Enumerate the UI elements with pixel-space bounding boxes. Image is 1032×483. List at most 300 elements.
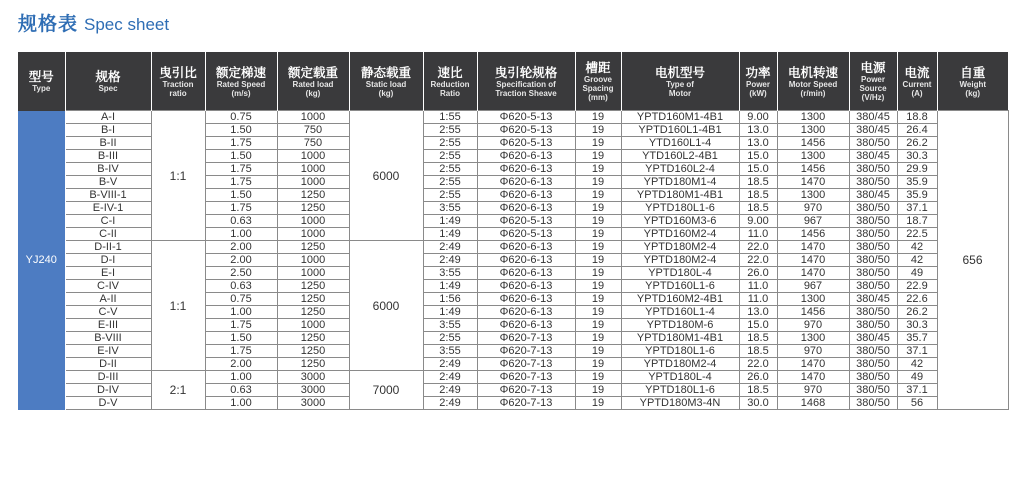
spec-cell: C-V: [65, 306, 151, 319]
groove-cell: 19: [575, 267, 621, 280]
groove-cell: 19: [575, 306, 621, 319]
current-cell: 37.1: [897, 345, 937, 358]
header-label-en: (mm): [588, 93, 608, 102]
speed-cell: 0.75: [205, 293, 277, 306]
motor-speed-cell: 1300: [777, 111, 849, 124]
motor-speed-cell: 1300: [777, 150, 849, 163]
motor-type-cell: YPTD180M-6: [621, 319, 739, 332]
header-rated-load: [277, 52, 349, 111]
motor-speed-cell: 1470: [777, 254, 849, 267]
spec-cell: A-I: [65, 111, 151, 124]
power-cell: 15.0: [739, 163, 777, 176]
power-source-cell: 380/50: [849, 137, 897, 150]
sheave-cell: Φ620-7-13: [477, 358, 575, 371]
motor-speed-cell: 970: [777, 202, 849, 215]
groove-cell: 19: [575, 241, 621, 254]
power-cell: 22.0: [739, 358, 777, 371]
motor-type-cell: YPTD180M1-4B1: [621, 332, 739, 345]
header-label-en: Current: [902, 79, 932, 89]
load-cell: 3000: [277, 397, 349, 410]
motor-type-cell: YPTD180L-4: [621, 267, 739, 280]
speed-cell: 0.63: [205, 280, 277, 293]
sheave-cell: Φ620-6-13: [477, 163, 575, 176]
current-cell: 49: [897, 267, 937, 280]
spec-table: [18, 52, 1009, 410]
sheave-cell: Φ620-6-13: [477, 189, 575, 202]
header-label-zh: 槽距: [585, 60, 611, 75]
load-cell: 1250: [277, 332, 349, 345]
current-cell: 26.4: [897, 124, 937, 137]
sheave-cell: Φ620-6-13: [477, 306, 575, 319]
groove-cell: 19: [575, 384, 621, 397]
load-cell: 1250: [277, 202, 349, 215]
header-static-load: [349, 52, 423, 111]
groove-cell: 19: [575, 163, 621, 176]
header-label-en: Specification of: [496, 79, 556, 89]
reduction-cell: 2:55: [423, 176, 477, 189]
speed-cell: 1.75: [205, 137, 277, 150]
header-traction-ratio: [151, 52, 205, 111]
power-cell: 18.5: [739, 332, 777, 345]
reduction-cell: 2:55: [423, 137, 477, 150]
motor-type-cell: YPTD180M3-4N: [621, 397, 739, 410]
static-load-cell: 6000: [349, 111, 423, 241]
current-cell: 22.6: [897, 293, 937, 306]
static-load-cell: 6000: [349, 241, 423, 371]
power-cell: 15.0: [739, 150, 777, 163]
sheave-cell: Φ620-5-13: [477, 111, 575, 124]
power-source-cell: 380/50: [849, 202, 897, 215]
speed-cell: 1.50: [205, 124, 277, 137]
header-label-zh: 功率: [745, 64, 771, 80]
motor-type-cell: YPTD160L1-4B1: [621, 124, 739, 137]
speed-cell: 1.75: [205, 319, 277, 332]
motor-type-cell: YTD160L2-4B1: [621, 150, 739, 163]
current-cell: 42: [897, 254, 937, 267]
sheave-cell: Φ620-7-13: [477, 345, 575, 358]
power-source-cell: 380/50: [849, 371, 897, 384]
speed-cell: 0.63: [205, 215, 277, 228]
reduction-cell: 1:49: [423, 280, 477, 293]
spec-cell: D-V: [65, 397, 151, 410]
header-label-en: Motor Speed: [788, 79, 838, 89]
load-cell: 1250: [277, 293, 349, 306]
sheave-cell: Φ620-5-13: [477, 124, 575, 137]
current-cell: 30.3: [897, 150, 937, 163]
header-label-en: Power: [745, 79, 770, 89]
header-label-en: (V/Hz): [861, 93, 885, 102]
traction-ratio-cell: 2:1: [151, 371, 205, 410]
spec-cell: B-III: [65, 150, 151, 163]
load-cell: 1000: [277, 111, 349, 124]
header-label-en: Type of: [666, 79, 694, 89]
header-label-en: Ratio: [440, 88, 460, 98]
sheave-cell: Φ620-6-13: [477, 293, 575, 306]
groove-cell: 19: [575, 319, 621, 332]
traction-ratio-cell: 1:1: [151, 111, 205, 241]
load-cell: 1250: [277, 241, 349, 254]
motor-type-cell: YPTD160L1-4: [621, 306, 739, 319]
header-label-zh: 自重: [960, 64, 986, 80]
motor-speed-cell: 1300: [777, 124, 849, 137]
current-cell: 56: [897, 397, 937, 410]
reduction-cell: 2:55: [423, 124, 477, 137]
groove-cell: 19: [575, 189, 621, 202]
sheave-cell: Φ620-6-13: [477, 319, 575, 332]
spec-cell: C-IV: [65, 280, 151, 293]
current-cell: 42: [897, 241, 937, 254]
reduction-cell: 1:49: [423, 215, 477, 228]
header-label-zh: 电流: [904, 64, 930, 80]
speed-cell: 2.00: [205, 358, 277, 371]
power-cell: 11.0: [739, 293, 777, 306]
groove-cell: 19: [575, 215, 621, 228]
table-row: [18, 111, 1008, 124]
header-label-en: (kg): [378, 88, 394, 98]
power-cell: 9.00: [739, 111, 777, 124]
power-source-cell: 380/50: [849, 397, 897, 410]
header-spec: [65, 52, 151, 111]
header-reduction-ratio: [423, 52, 477, 111]
header-label-en: Motor: [668, 88, 692, 98]
header-label-zh: 曳引轮规格: [494, 64, 558, 80]
header-label-zh: 规格: [95, 69, 121, 84]
groove-cell: 19: [575, 137, 621, 150]
header-label-en: (A): [911, 88, 923, 98]
reduction-cell: 2:49: [423, 397, 477, 410]
current-cell: 35.9: [897, 189, 937, 202]
sheave-cell: Φ620-5-13: [477, 137, 575, 150]
reduction-cell: 2:55: [423, 163, 477, 176]
title-chinese: 规格表: [18, 13, 79, 35]
header-rated-speed: [205, 52, 277, 111]
power-cell: 13.0: [739, 306, 777, 319]
load-cell: 1250: [277, 306, 349, 319]
sheave-cell: Φ620-7-13: [477, 371, 575, 384]
current-cell: 42: [897, 358, 937, 371]
sheave-cell: Φ620-5-13: [477, 215, 575, 228]
motor-speed-cell: 967: [777, 215, 849, 228]
power-source-cell: 380/50: [849, 306, 897, 319]
speed-cell: 2.00: [205, 254, 277, 267]
power-cell: 13.0: [739, 124, 777, 137]
power-source-cell: 380/45: [849, 293, 897, 306]
sheave-cell: Φ620-5-13: [477, 228, 575, 241]
speed-cell: 2.00: [205, 241, 277, 254]
reduction-cell: 1:49: [423, 306, 477, 319]
speed-cell: 1.50: [205, 189, 277, 202]
current-cell: 18.7: [897, 215, 937, 228]
groove-cell: 19: [575, 293, 621, 306]
groove-cell: 19: [575, 280, 621, 293]
load-cell: 1000: [277, 176, 349, 189]
motor-speed-cell: 970: [777, 345, 849, 358]
header-label-en: Reduction: [430, 79, 470, 89]
motor-type-cell: YPTD180L1-6: [621, 202, 739, 215]
motor-type-cell: YPTD160M2-4B1: [621, 293, 739, 306]
page-title: [18, 11, 169, 37]
current-cell: 37.1: [897, 202, 937, 215]
power-source-cell: 380/50: [849, 176, 897, 189]
sheave-cell: Φ620-6-13: [477, 267, 575, 280]
power-cell: 26.0: [739, 371, 777, 384]
load-cell: 750: [277, 124, 349, 137]
power-cell: 15.0: [739, 319, 777, 332]
motor-type-cell: YPTD180M2-4: [621, 358, 739, 371]
header-label-en: Spec: [98, 84, 118, 93]
reduction-cell: 2:49: [423, 241, 477, 254]
power-source-cell: 380/50: [849, 319, 897, 332]
motor-speed-cell: 1456: [777, 137, 849, 150]
power-source-cell: 380/50: [849, 215, 897, 228]
power-cell: 18.5: [739, 202, 777, 215]
header-label-en: Type: [32, 84, 51, 94]
header-label-zh: 额定载重: [287, 64, 338, 80]
current-cell: 22.9: [897, 280, 937, 293]
header-row: [18, 52, 1008, 111]
header-label-zh: 速比: [437, 64, 463, 80]
header-label-zh: 电源: [860, 60, 886, 75]
load-cell: 1000: [277, 215, 349, 228]
speed-cell: 1.00: [205, 228, 277, 241]
reduction-cell: 3:55: [423, 345, 477, 358]
header-label-en: Static load: [365, 79, 407, 89]
header-label-en: Groove: [583, 75, 612, 84]
load-cell: 1000: [277, 267, 349, 280]
motor-type-cell: YPTD180L1-6: [621, 345, 739, 358]
power-cell: 26.0: [739, 267, 777, 280]
current-cell: 22.5: [897, 228, 937, 241]
header-motor-speed: [777, 52, 849, 111]
header-type: [18, 52, 65, 111]
reduction-cell: 2:55: [423, 332, 477, 345]
groove-cell: 19: [575, 111, 621, 124]
speed-cell: 1.75: [205, 345, 277, 358]
header-label-en: (kg): [305, 88, 321, 98]
motor-speed-cell: 1470: [777, 358, 849, 371]
power-source-cell: 380/45: [849, 124, 897, 137]
load-cell: 1000: [277, 150, 349, 163]
current-cell: 35.9: [897, 176, 937, 189]
header-power-source: [849, 52, 897, 111]
power-cell: 18.5: [739, 384, 777, 397]
spec-cell: E-I: [65, 267, 151, 280]
motor-speed-cell: 1300: [777, 189, 849, 202]
power-source-cell: 380/45: [849, 150, 897, 163]
power-source-cell: 380/50: [849, 345, 897, 358]
weight-cell: 656: [937, 111, 1008, 410]
load-cell: 1000: [277, 163, 349, 176]
speed-cell: 0.63: [205, 384, 277, 397]
table-row: [18, 371, 1008, 384]
power-source-cell: 380/50: [849, 254, 897, 267]
spec-cell: C-I: [65, 215, 151, 228]
sheave-cell: Φ620-7-13: [477, 397, 575, 410]
groove-cell: 19: [575, 332, 621, 345]
motor-speed-cell: 1456: [777, 306, 849, 319]
speed-cell: 1.75: [205, 163, 277, 176]
header-motor-type: [621, 52, 739, 111]
motor-type-cell: YPTD180L-4: [621, 371, 739, 384]
motor-speed-cell: 970: [777, 384, 849, 397]
reduction-cell: 3:55: [423, 319, 477, 332]
spec-cell: D-IV: [65, 384, 151, 397]
power-source-cell: 380/50: [849, 384, 897, 397]
table-row: [18, 241, 1008, 254]
spec-cell: E-IV-1: [65, 202, 151, 215]
reduction-cell: 2:49: [423, 358, 477, 371]
spec-cell: B-VIII-1: [65, 189, 151, 202]
header-power: [739, 52, 777, 111]
spec-cell: D-I: [65, 254, 151, 267]
groove-cell: 19: [575, 397, 621, 410]
motor-speed-cell: 1300: [777, 332, 849, 345]
header-current: [897, 52, 937, 111]
current-cell: 49: [897, 371, 937, 384]
header-label-en: Power: [860, 75, 885, 84]
static-load-cell: 7000: [349, 371, 423, 410]
header-label-en: (kW): [749, 88, 767, 98]
motor-type-cell: YPTD180M2-4: [621, 254, 739, 267]
speed-cell: 1.50: [205, 150, 277, 163]
type-cell: YJ240: [18, 111, 65, 410]
motor-speed-cell: 1470: [777, 241, 849, 254]
load-cell: 1250: [277, 189, 349, 202]
sheave-cell: Φ620-6-13: [477, 150, 575, 163]
power-source-cell: 380/50: [849, 267, 897, 280]
power-cell: 18.5: [739, 176, 777, 189]
motor-speed-cell: 967: [777, 280, 849, 293]
motor-type-cell: YPTD180M1-4: [621, 176, 739, 189]
current-cell: 30.3: [897, 319, 937, 332]
reduction-cell: 2:55: [423, 150, 477, 163]
sheave-cell: Φ620-6-13: [477, 202, 575, 215]
sheave-cell: Φ620-7-13: [477, 384, 575, 397]
power-source-cell: 380/50: [849, 228, 897, 241]
power-cell: 22.0: [739, 254, 777, 267]
reduction-cell: 2:55: [423, 189, 477, 202]
load-cell: 3000: [277, 384, 349, 397]
power-cell: 18.5: [739, 189, 777, 202]
groove-cell: 19: [575, 345, 621, 358]
motor-speed-cell: 1470: [777, 267, 849, 280]
header-label-en: (r/min): [800, 88, 826, 98]
current-cell: 29.9: [897, 163, 937, 176]
groove-cell: 19: [575, 371, 621, 384]
motor-speed-cell: 1468: [777, 397, 849, 410]
header-label-zh: 电机型号: [654, 64, 705, 80]
load-cell: 1000: [277, 228, 349, 241]
header-label-en: ratio: [169, 88, 187, 98]
spec-cell: B-I: [65, 124, 151, 137]
spec-cell: B-VIII: [65, 332, 151, 345]
reduction-cell: 2:49: [423, 254, 477, 267]
speed-cell: 1.00: [205, 397, 277, 410]
spec-cell: D-II-1: [65, 241, 151, 254]
title-english: Spec sheet: [84, 15, 170, 34]
spec-cell: B-II: [65, 137, 151, 150]
current-cell: 18.8: [897, 111, 937, 124]
reduction-cell: 1:49: [423, 228, 477, 241]
header-label-en: Weight: [959, 79, 986, 89]
motor-speed-cell: 970: [777, 319, 849, 332]
power-cell: 30.0: [739, 397, 777, 410]
load-cell: 1250: [277, 280, 349, 293]
power-source-cell: 380/45: [849, 111, 897, 124]
power-source-cell: 380/50: [849, 358, 897, 371]
current-cell: 35.7: [897, 332, 937, 345]
sheave-cell: Φ620-6-13: [477, 241, 575, 254]
header-label-zh: 型号: [28, 69, 54, 85]
header-label-en: Source: [859, 84, 887, 93]
spec-cell: D-III: [65, 371, 151, 384]
groove-cell: 19: [575, 254, 621, 267]
speed-cell: 1.75: [205, 176, 277, 189]
spec-cell: B-IV: [65, 163, 151, 176]
load-cell: 1000: [277, 254, 349, 267]
sheave-cell: Φ620-6-13: [477, 254, 575, 267]
header-label-zh: 额定梯速: [215, 64, 266, 80]
spec-cell: C-II: [65, 228, 151, 241]
header-label-en: Rated load: [292, 79, 334, 89]
motor-type-cell: YPTD160L1-6: [621, 280, 739, 293]
power-cell: 18.5: [739, 345, 777, 358]
reduction-cell: 1:56: [423, 293, 477, 306]
sheave-cell: Φ620-7-13: [477, 332, 575, 345]
reduction-cell: 1:55: [423, 111, 477, 124]
speed-cell: 0.75: [205, 111, 277, 124]
groove-cell: 19: [575, 202, 621, 215]
reduction-cell: 2:49: [423, 384, 477, 397]
spec-cell: D-II: [65, 358, 151, 371]
header-groove-spacing: [575, 52, 621, 111]
power-source-cell: 380/45: [849, 332, 897, 345]
power-cell: 11.0: [739, 228, 777, 241]
motor-speed-cell: 1300: [777, 293, 849, 306]
motor-type-cell: YPTD160M1-4B1: [621, 111, 739, 124]
load-cell: 3000: [277, 371, 349, 384]
motor-speed-cell: 1470: [777, 176, 849, 189]
spec-cell: A-II: [65, 293, 151, 306]
spec-cell: E-IV: [65, 345, 151, 358]
spec-cell: E-III: [65, 319, 151, 332]
header-label-zh: 曳引比: [159, 64, 197, 80]
spec-table-body: [18, 111, 1008, 410]
motor-type-cell: YPTD180M2-4: [621, 241, 739, 254]
power-source-cell: 380/50: [849, 280, 897, 293]
reduction-cell: 3:55: [423, 202, 477, 215]
reduction-cell: 3:55: [423, 267, 477, 280]
header-label-en: Traction Sheave: [495, 88, 557, 98]
speed-cell: 2.50: [205, 267, 277, 280]
speed-cell: 1.00: [205, 306, 277, 319]
header-label-en: Rated Speed: [216, 79, 266, 89]
motor-type-cell: YTD160L1-4: [621, 137, 739, 150]
motor-type-cell: YPTD160L2-4: [621, 163, 739, 176]
motor-type-cell: YPTD180L1-6: [621, 384, 739, 397]
motor-speed-cell: 1470: [777, 371, 849, 384]
motor-type-cell: YPTD160M2-4: [621, 228, 739, 241]
load-cell: 1250: [277, 345, 349, 358]
groove-cell: 19: [575, 124, 621, 137]
header-label-en: (m/s): [231, 88, 251, 98]
motor-speed-cell: 1456: [777, 228, 849, 241]
power-cell: 9.00: [739, 215, 777, 228]
load-cell: 1000: [277, 319, 349, 332]
groove-cell: 19: [575, 150, 621, 163]
spec-cell: B-V: [65, 176, 151, 189]
load-cell: 1250: [277, 358, 349, 371]
